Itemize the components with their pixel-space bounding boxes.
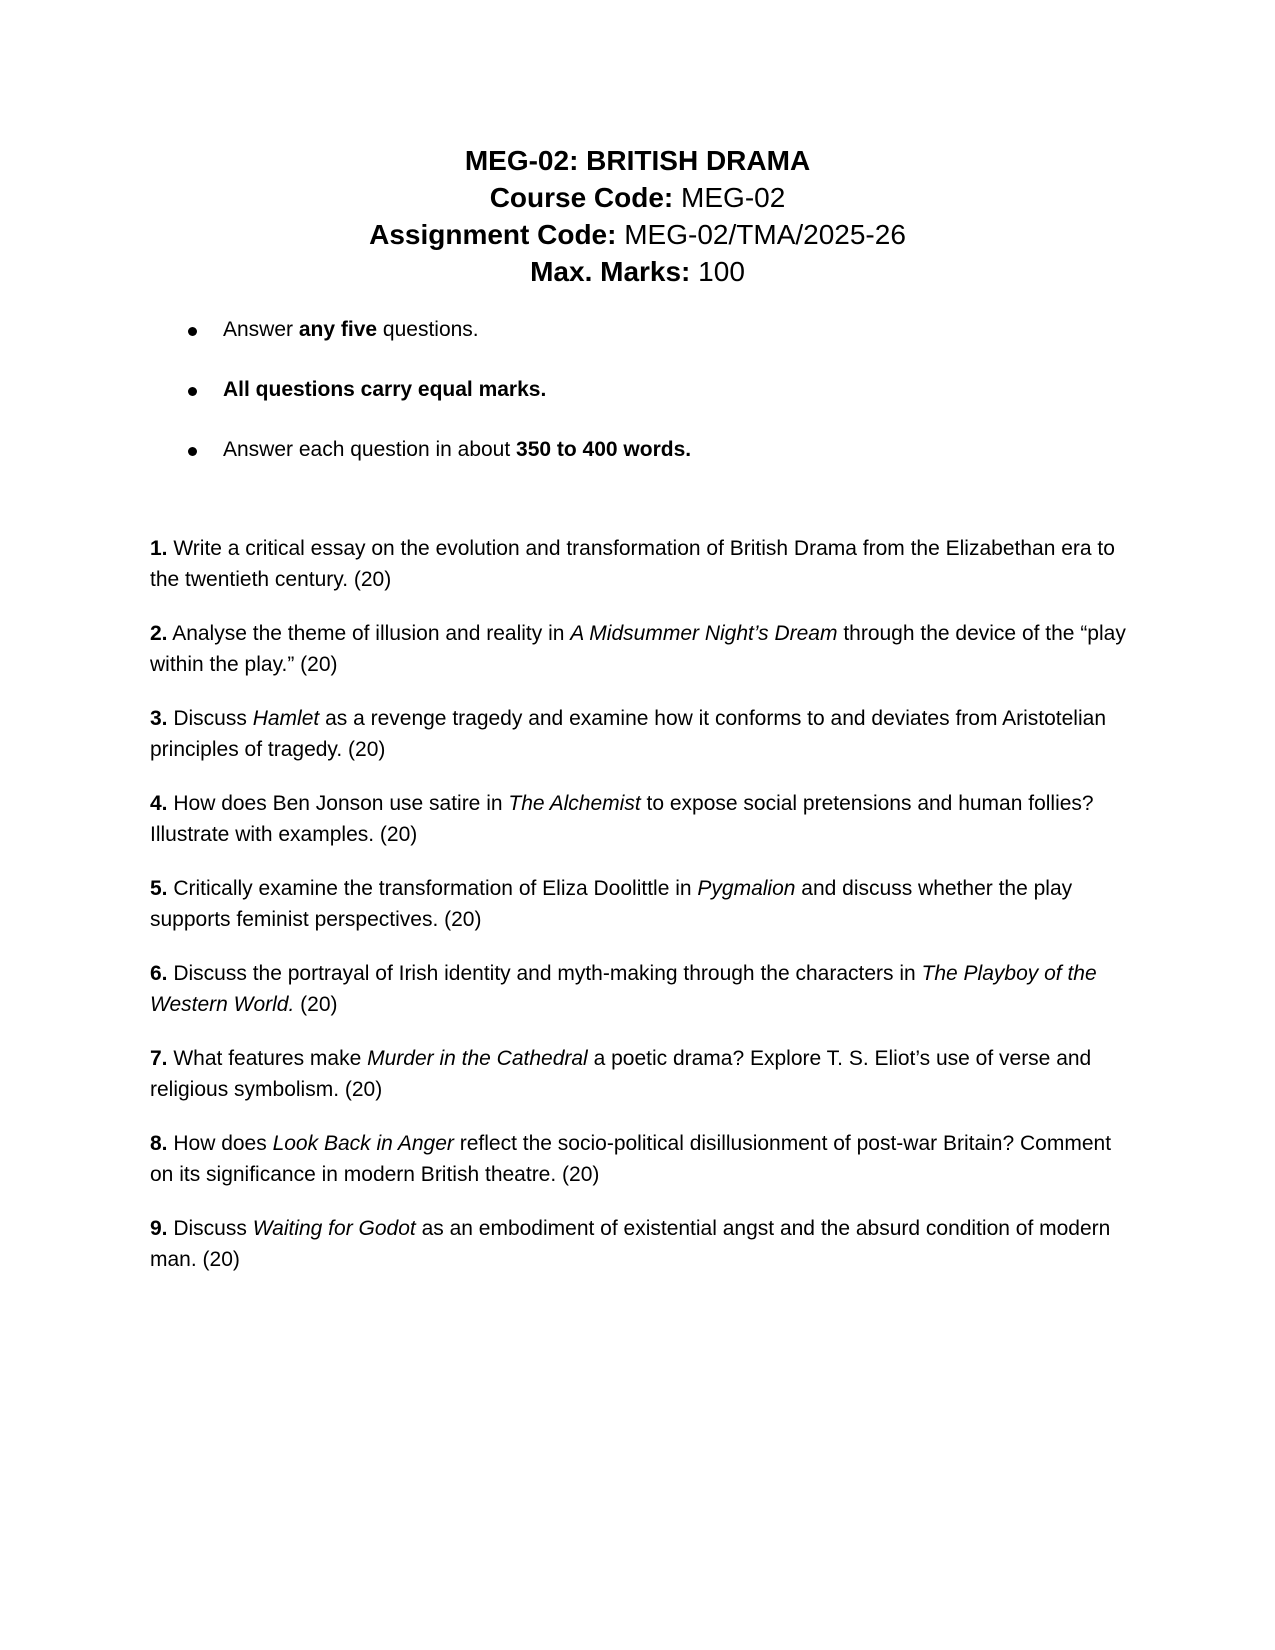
instruction-text: Answer each question in about	[223, 438, 517, 461]
question-item	[150, 1128, 1135, 1190]
max-marks-value: 100	[698, 256, 745, 287]
question-text: through the device of the “play within the play.” (20)	[150, 622, 1126, 676]
instruction-item	[150, 375, 1150, 405]
question-text: and discuss whether the play supports feminist perspectives. (20)	[150, 877, 1073, 931]
question-number: 1.	[150, 537, 168, 560]
question-text: as a revenge tragedy and examine how it conforms to and deviates from Aristotelian principles of tragedy. (20)	[150, 707, 1106, 761]
question-text: reflect the socio-political disillusionment of post-war Britain? Comment on its significance in modern British theatre. (20)	[150, 1132, 1112, 1186]
question-work-title: Murder in the Cathedral	[367, 1047, 588, 1070]
question-number: 3.	[150, 707, 168, 730]
question-item	[150, 1213, 1135, 1275]
question-work-title: The Playboy of the Western World.	[150, 962, 1097, 1016]
document-header	[0, 142, 1275, 290]
question-text: How does	[167, 1132, 273, 1155]
question-text: a poetic drama? Explore T. S. Eliot’s use of verse and religious symbolism. (20)	[150, 1047, 1092, 1101]
question-text: to expose social pretensions and human follies? Illustrate with examples. (20)	[150, 792, 1094, 846]
assignment-code-value: MEG-02/TMA/2025-26	[624, 219, 906, 250]
question-work-title: A Midsummer Night’s Dream	[570, 622, 838, 645]
question-text: Discuss	[167, 707, 253, 730]
question-text: Discuss the portrayal of Irish identity and myth-making through the characters in	[167, 962, 922, 985]
instruction-emphasis: All questions carry equal marks.	[223, 378, 547, 401]
question-number: 4.	[150, 792, 168, 815]
question-number: 2.	[150, 622, 168, 645]
question-item	[150, 788, 1135, 850]
question-item	[150, 1043, 1135, 1105]
course-code-label: Course Code:	[489, 182, 674, 213]
question-work-title: Waiting for Godot	[252, 1217, 416, 1240]
question-text: Analyse the theme of illusion and reality in	[167, 622, 571, 645]
question-work-title: Pygmalion	[697, 877, 796, 900]
course-code-line	[0, 179, 1275, 216]
question-work-title: Look Back in Anger	[272, 1132, 454, 1155]
question-work-title: Hamlet	[252, 707, 320, 730]
question-number: 5.	[150, 877, 168, 900]
question-number: 6.	[150, 962, 168, 985]
question-text: Discuss	[167, 1217, 253, 1240]
question-text: (20)	[294, 993, 338, 1016]
question-work-title: The Alchemist	[508, 792, 641, 815]
bullet-icon	[188, 327, 197, 336]
instruction-item	[150, 435, 1150, 465]
question-item	[150, 958, 1135, 1020]
bullet-icon	[188, 387, 197, 396]
instruction-text: Answer	[223, 318, 299, 341]
course-title-line	[0, 142, 1275, 179]
question-text: Write a critical essay on the evolution and transformation of British Drama from the Elizabethan era to the twentieth century. (20)	[150, 537, 1115, 591]
max-marks-label: Max. Marks:	[530, 256, 691, 287]
question-text: How does Ben Jonson use satire in	[167, 792, 509, 815]
bullet-icon	[188, 447, 197, 456]
question-item	[150, 533, 1135, 595]
instruction-emphasis: any five	[298, 318, 378, 341]
question-item	[150, 873, 1135, 935]
instruction-emphasis: 350 to 400 words.	[516, 438, 692, 461]
course-code-value: MEG-02	[681, 182, 786, 213]
instruction-text: questions.	[377, 318, 479, 341]
questions-list	[150, 533, 1135, 1298]
instructions-list	[150, 315, 1150, 495]
course-title: MEG-02: BRITISH DRAMA	[464, 145, 811, 176]
max-marks-line	[0, 253, 1275, 290]
instruction-item	[150, 315, 1150, 345]
question-number: 7.	[150, 1047, 168, 1070]
question-item	[150, 618, 1135, 680]
question-number: 9.	[150, 1217, 168, 1240]
assignment-code-label: Assignment Code:	[369, 219, 617, 250]
question-text: as an embodiment of existential angst and the absurd condition of modern man. (20)	[150, 1217, 1111, 1271]
question-text: What features make	[167, 1047, 368, 1070]
assignment-code-line	[0, 216, 1275, 253]
question-text: Critically examine the transformation of Eliza Doolittle in	[167, 877, 698, 900]
question-item	[150, 703, 1135, 765]
question-number: 8.	[150, 1132, 168, 1155]
